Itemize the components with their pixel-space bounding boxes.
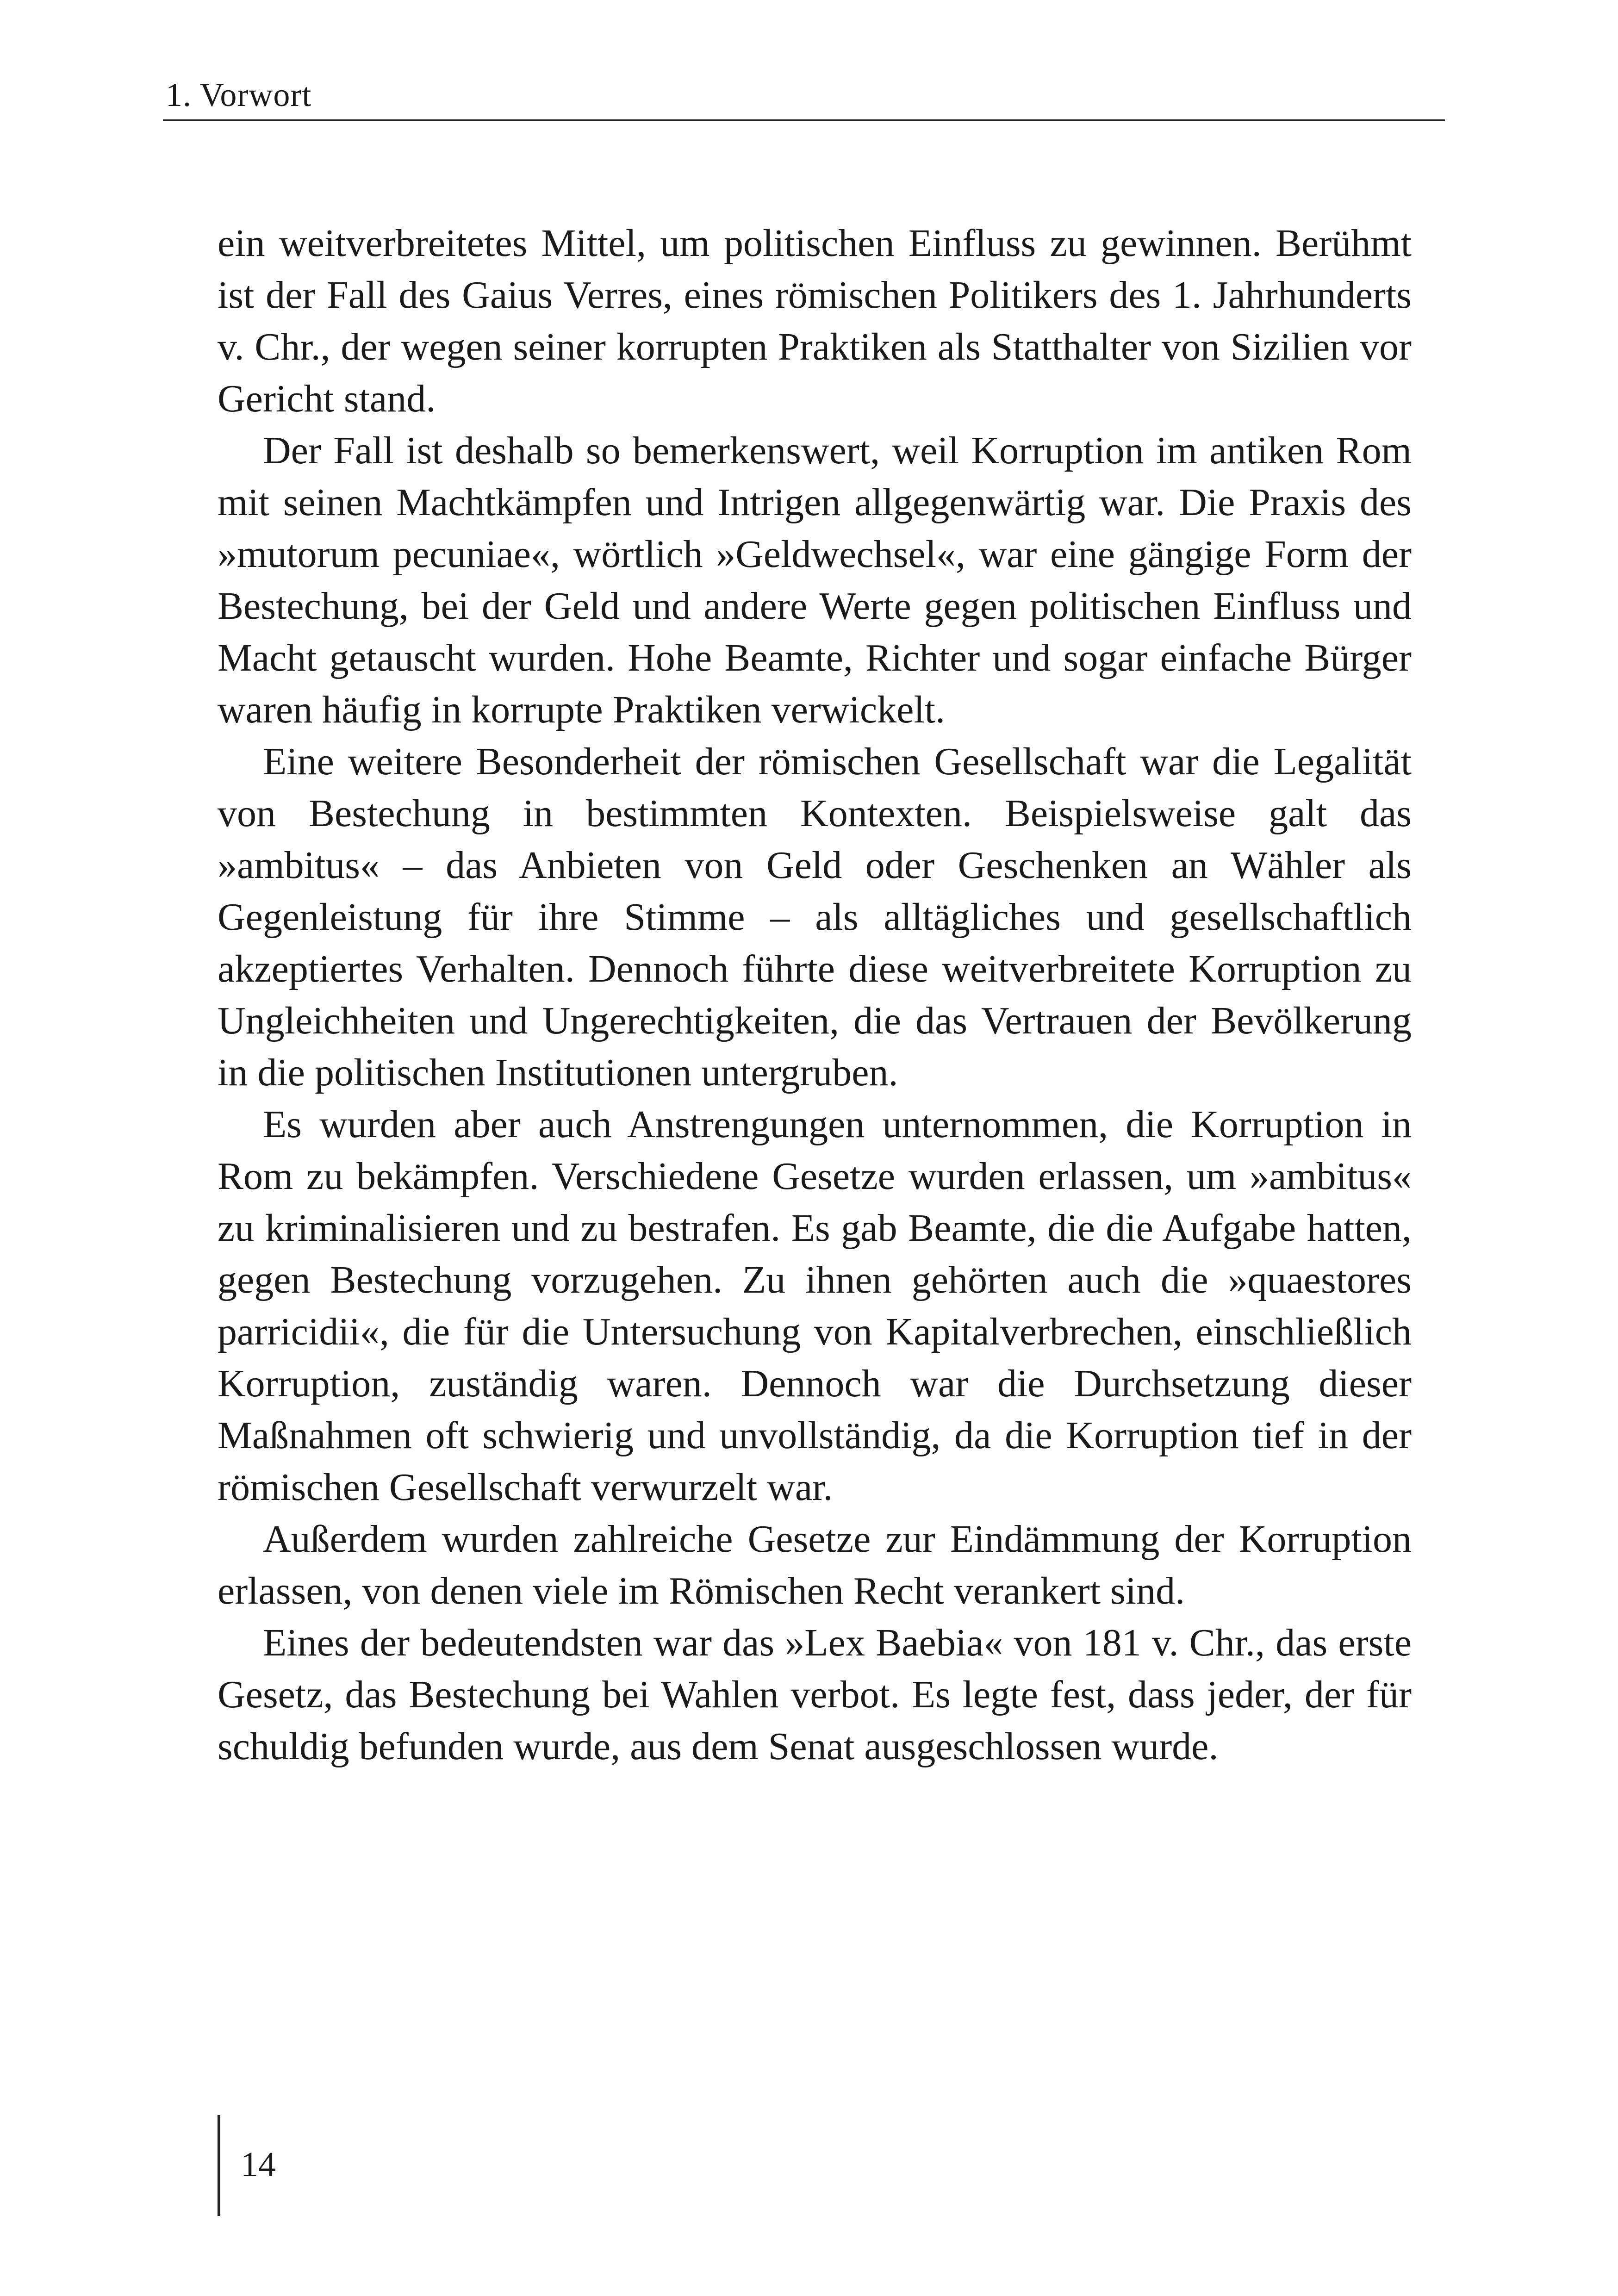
paragraph: Der Fall ist deshalb so bemerkenswert, weil Korruption im antiken Rom mit seinen Machtkämpfen und Intrigen allgegenwärtig war. Die Praxis des »mutorum pecuniae«, wörtlich »Geldwechsel«, war eine gängige Form der Bestechung, bei der Geld und andere Werte gegen politischen Einfluss und Macht getauscht wurden. Hohe Beamte, Richter und sogar einfache Bürger waren häufig in korrupte Praktiken verwickelt.: [218, 429, 1412, 731]
paragraph: Eine weitere Besonderheit der römischen Gesellschaft war die Legalität von Bestechung in bestimmten Kontexten. Beispielsweise galt das »ambitus« – das Anbieten von Geld oder Geschenken an Wähler als Gegenleistung für ihre Stimme – als alltägliches und gesellschaftlich akzeptiertes Verhalten. Dennoch führte diese weitverbreitete Korruption zu Ungleichheiten und Ungerechtigkeiten, die das Vertrauen der Bevölkerung in die politischen Institutionen untergruben.: [218, 740, 1412, 1094]
body-text: [218, 218, 1412, 1773]
page-number: 14: [241, 2145, 276, 2184]
paragraph: Eines der bedeutendsten war das »Lex Baebia« von 181 v. Chr., das erste Gesetz, das Bestechung bei Wahlen verbot. Es legte fest, dass jeder, der für schuldig befunden wurde, aus dem Senat ausgeschlossen wurde.: [218, 1621, 1412, 1768]
folio-rule: [218, 2115, 220, 2216]
paragraph: Es wurden aber auch Anstrengungen unternommen, die Korruption in Rom zu bekämpfen. Verschiedene Gesetze wurden erlassen, um »ambitus« zu kriminalisieren und zu bestrafen. Es gab Beamte, die die Aufgabe hatten, gegen Bestechung vorzugehen. Zu ihnen gehörten auch die »quaestores parricidii«, die für die Untersuchung von Kapitalverbrechen, einschließlich Korruption, zuständig waren. Dennoch war die Durchsetzung dieser Maßnahmen oft schwierig und unvollständig, da die Korruption tief in der römischen Gesellschaft verwurzelt war.: [218, 1103, 1412, 1509]
paragraph: ein weitverbreitetes Mittel, um politischen Einfluss zu gewinnen. Berühmt ist der Fall des Gaius Verres, eines römischen Politikers des 1. Jahrhunderts v. Chr., der wegen seiner korrupten Praktiken als Statthalter von Sizilien vor Gericht stand.: [218, 222, 1412, 420]
running-header: [163, 69, 1445, 121]
chapter-title: 1. Vorwort: [166, 76, 312, 113]
paragraph: Außerdem wurden zahlreiche Gesetze zur Eindämmung der Korruption erlassen, von denen viele im Römischen Recht verankert sind.: [218, 1518, 1412, 1612]
